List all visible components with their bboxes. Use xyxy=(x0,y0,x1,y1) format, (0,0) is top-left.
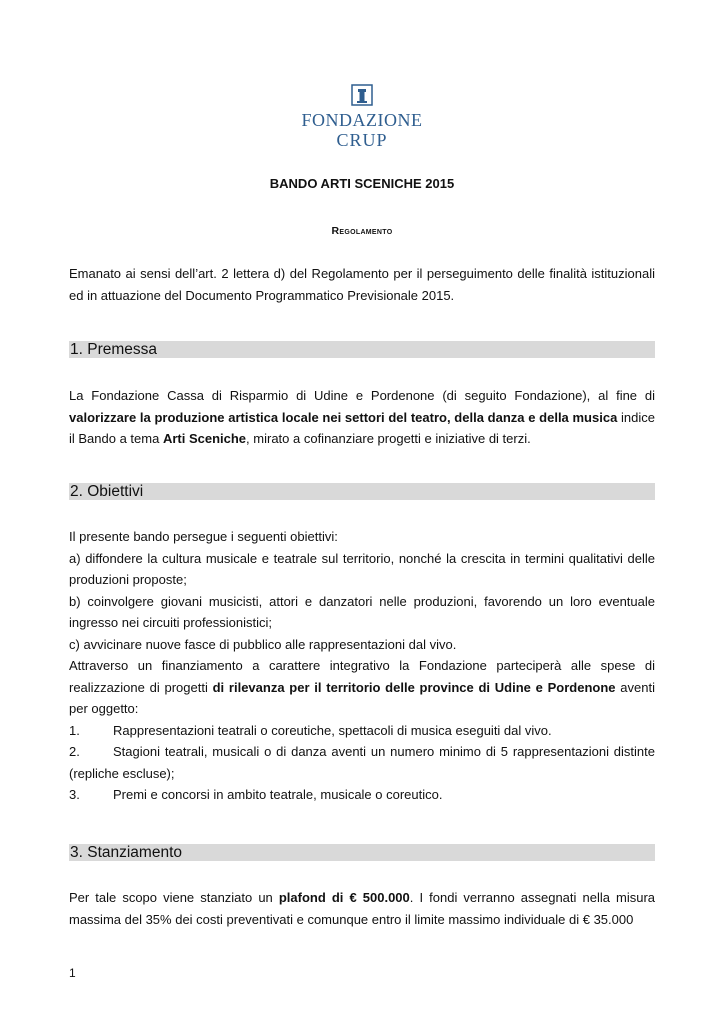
obiettivi-block xyxy=(69,526,655,806)
list-item-text: Stagioni teatrali, musicali o di danza aventi un numero minimo di 5 rappresentazioni distinte (repliche escluse); xyxy=(69,744,655,781)
fondazione-logo xyxy=(0,84,724,150)
obiettivi-intro: Il presente bando persegue i seguenti obiettivi: xyxy=(69,529,338,544)
section-heading-obiettivi: 2. Obiettivi xyxy=(69,483,655,500)
premessa-theme: Arti Sceniche xyxy=(162,431,247,446)
obiettivo-a: a) diffondere la cultura musicale e teatrale sul territorio, nonché la crescita in termini qualitativi delle produzioni proposte; xyxy=(69,550,655,587)
document-title: BANDO ARTI SCENICHE 2015 xyxy=(269,176,455,191)
list-item xyxy=(69,720,655,742)
list-item-number: 2. xyxy=(69,744,80,759)
page-number: 1 xyxy=(69,966,76,980)
logo-line-2: CRUP xyxy=(336,130,388,150)
premessa-paragraph xyxy=(69,385,655,450)
premessa-text: La Fondazione Cassa di Risparmio di Udine e Pordenone (di seguito Fondazione), al fine di xyxy=(69,388,655,403)
list-item-text: Premi e concorsi in ambito teatrale, musicale o coreutico. xyxy=(113,787,443,802)
stanziamento-plafond: plafond di € 500.000 xyxy=(278,890,410,905)
crest-icon xyxy=(351,84,373,106)
finanziamento-bold: di rilevanza per il territorio delle province di Udine e Pordenone xyxy=(212,679,616,695)
list-item xyxy=(69,784,655,806)
logo-line-1: FONDAZIONE xyxy=(301,110,423,130)
premessa-bold-text: valorizzare la produzione artistica locale nei settori del teatro, della danza e della musica xyxy=(69,409,618,425)
list-item xyxy=(69,741,655,784)
stanziamento-text: Per tale scopo viene stanziato un xyxy=(69,890,279,905)
document-subtitle: Regolamento xyxy=(331,225,393,237)
finanziamento-paragraph xyxy=(69,655,655,720)
finanziamento-text-2: aventi per oggetto: xyxy=(69,679,655,716)
list-item-number: 1. xyxy=(69,722,80,738)
list-item-text: Rappresentazioni teatrali o coreutiche, spettacoli di musica eseguiti dal vivo. xyxy=(113,722,552,738)
premessa-text-3: , mirato a cofinanziare progetti e iniziative di terzi. xyxy=(246,431,531,446)
intro-paragraph: Emanato ai sensi dell’art. 2 lettera d) del Regolamento per il perseguimento delle finalità istituzionali ed in attuazione del Documento Programmatico Previsionale 2015. xyxy=(69,266,655,303)
premessa-text-2: indice il Bando a tema xyxy=(69,409,655,446)
obiettivo-b: b) coinvolgere giovani musicisti, attori e danzatori nelle produzioni, favorendo un loro eventuale ingresso nei circuiti professionistici; xyxy=(69,593,655,630)
stanziamento-paragraph xyxy=(69,887,655,930)
stanziamento-text-2: . I fondi verranno assegnati nella misura massima del 35% dei costi preventivati e comunque entro il limite massimo individuale di € 35.000 xyxy=(69,890,656,927)
section-heading-premessa: 1. Premessa xyxy=(69,341,655,358)
section-heading-stanziamento: 3. Stanziamento xyxy=(69,844,655,861)
list-item-number: 3. xyxy=(69,787,80,802)
finanziamento-text: Attraverso un finanziamento a carattere integrativo la Fondazione parteciperà alle spese di realizzazione di progetti xyxy=(69,658,655,695)
obiettivo-c: c) avvicinare nuove fasce di pubblico alle rappresentazioni dal vivo. xyxy=(69,636,457,652)
